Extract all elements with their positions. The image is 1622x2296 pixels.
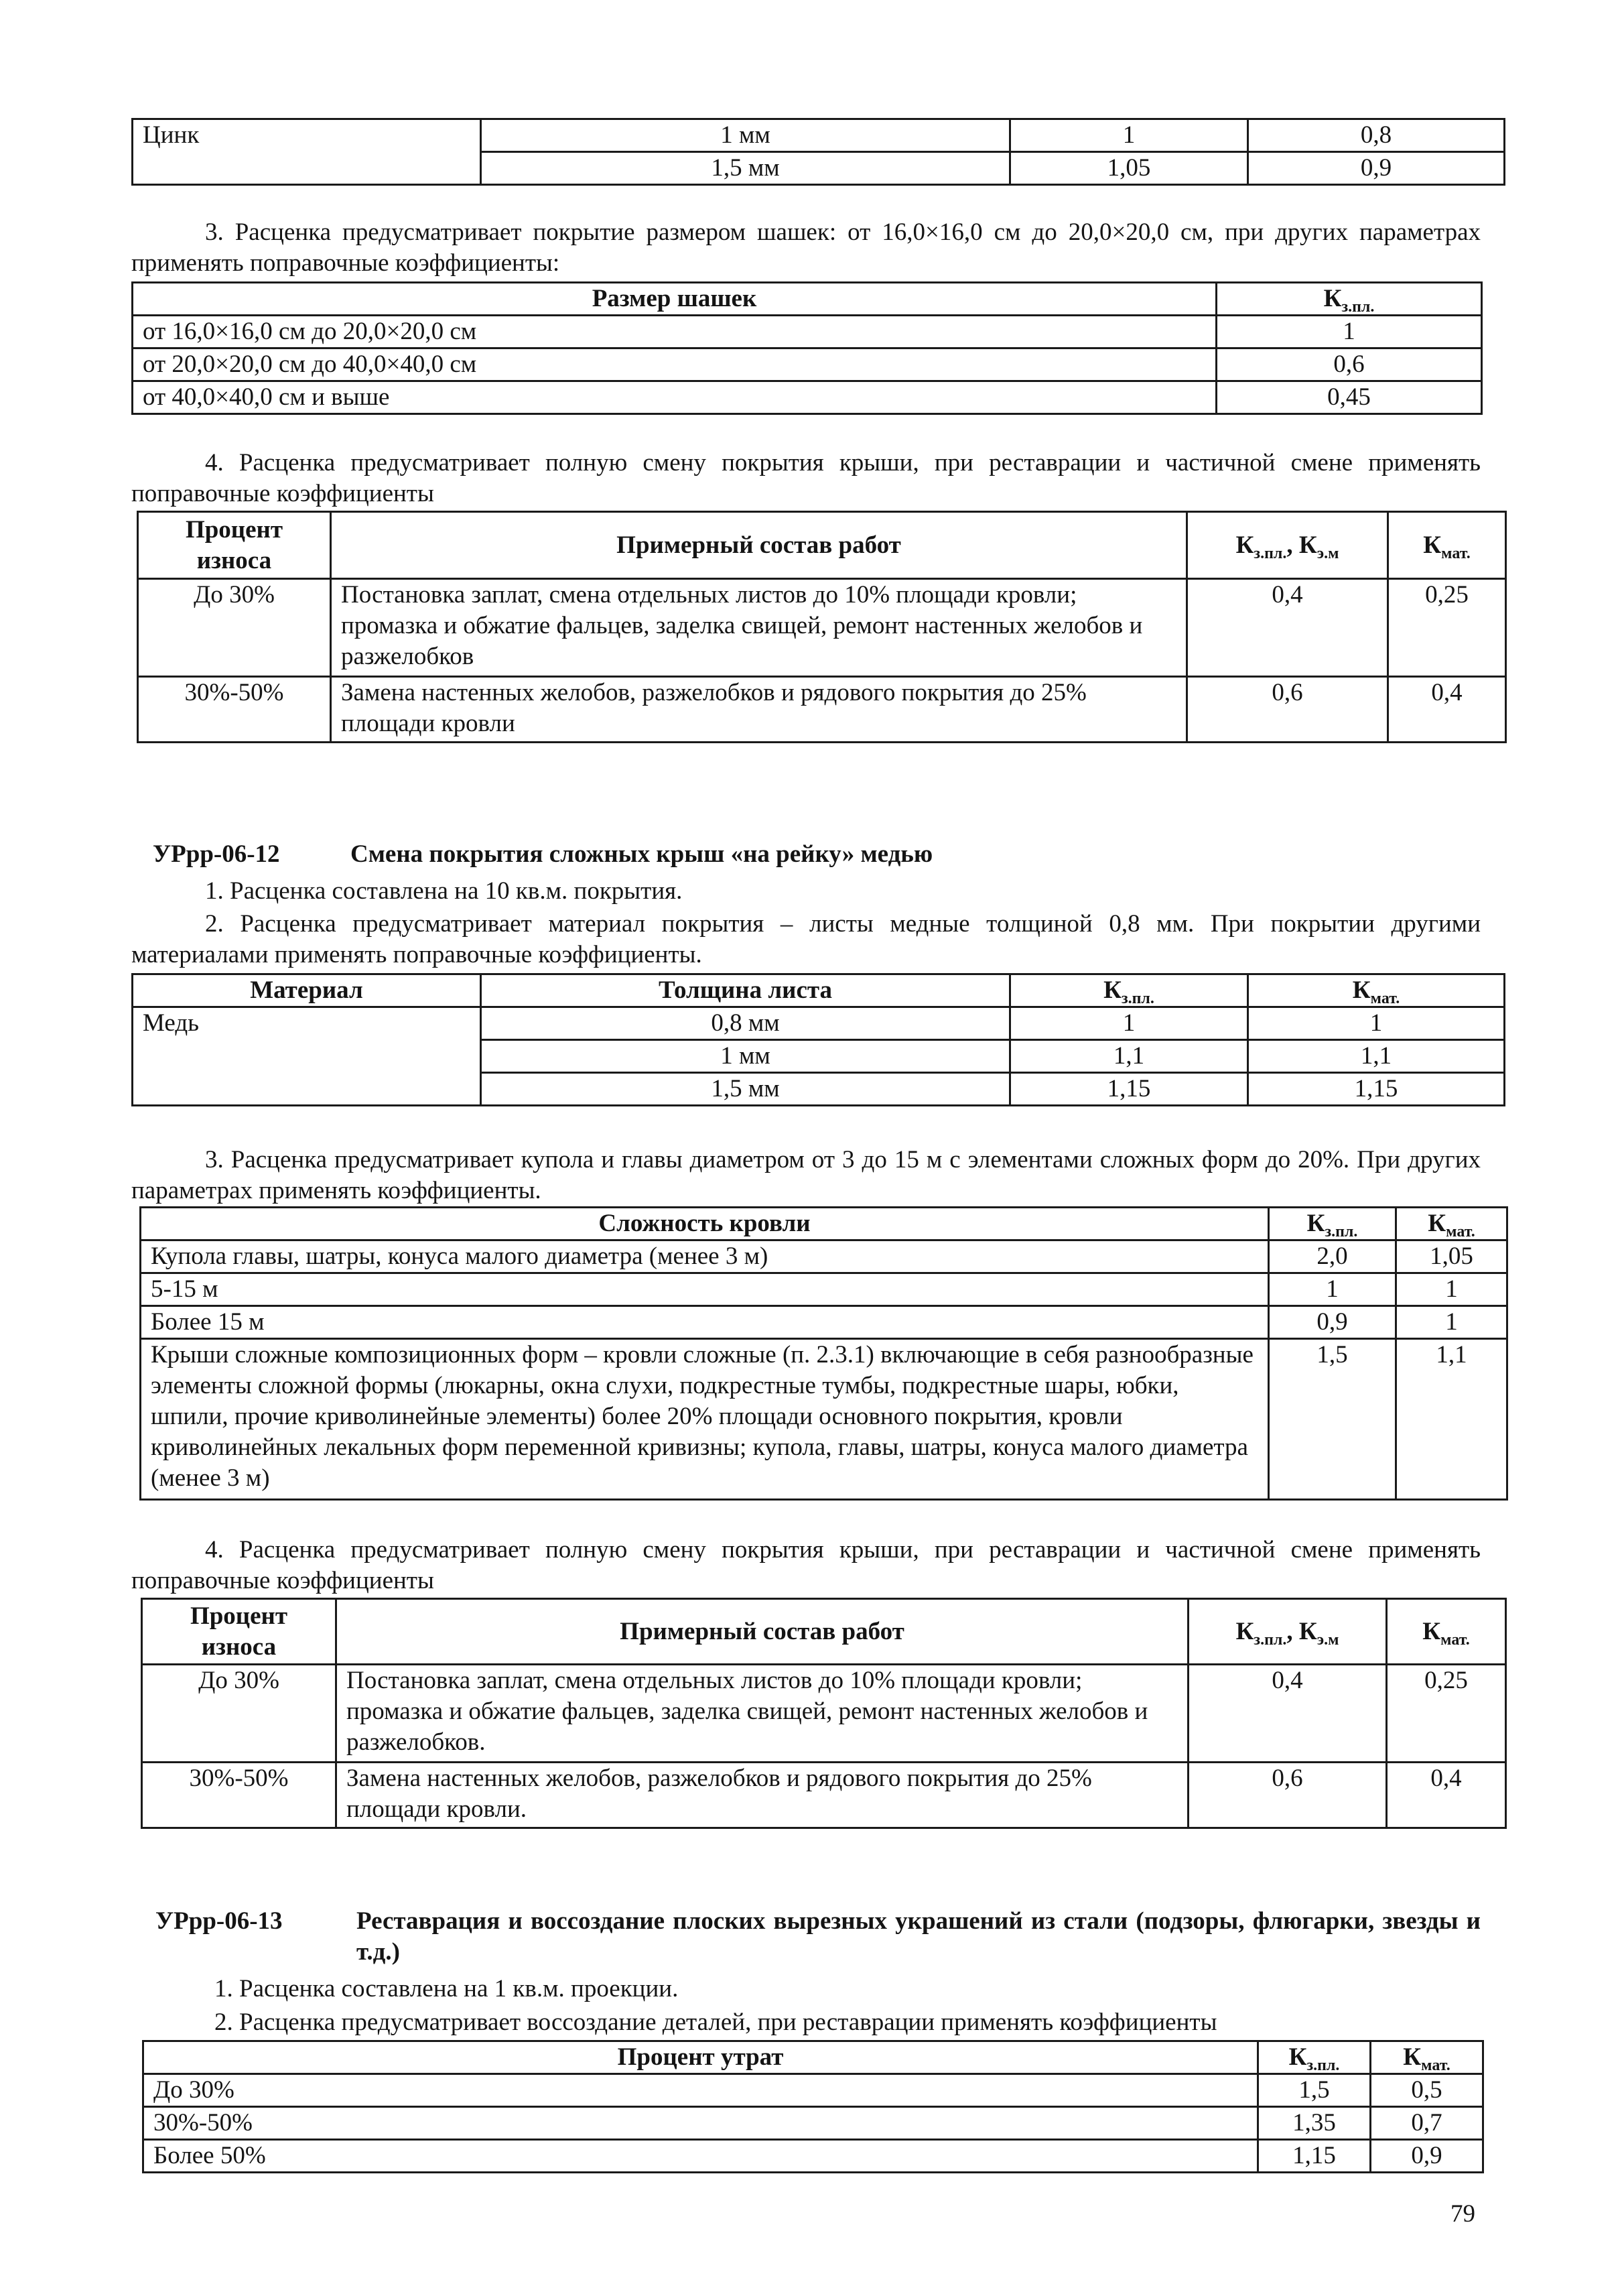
wear2-head-work: Примерный состав работ	[336, 1599, 1189, 1665]
wear2-head-percent: Процент износа	[142, 1599, 336, 1665]
wear-paragraph-1: 4. Расценка предусматривает полную смену покрытия крыши, при реставрации и частичной смене применять поправочные коэффициенты	[131, 449, 1481, 507]
wear2-percent-2: 30%-50%	[142, 1763, 336, 1828]
mat-k2-2: 1,1	[1248, 1040, 1505, 1073]
cx-k1-4: 1,5	[1269, 1339, 1396, 1500]
cx-k1-3: 0,9	[1269, 1306, 1396, 1339]
cx-k2-4: 1,1	[1396, 1339, 1507, 1500]
wear2-percent-1: До 30%	[142, 1665, 336, 1763]
cx-k2-3: 1	[1396, 1306, 1507, 1339]
mat-head-k1: $К_{з.пл.}$	[1010, 974, 1248, 1007]
s12-material-table	[131, 973, 1503, 1106]
section-12-title: Смена покрытия сложных крыш «на рейку» медью	[350, 840, 933, 868]
wear2-k2-1: 0,25	[1387, 1665, 1506, 1763]
wear2-head-k2: $К_{мат.}$	[1387, 1599, 1506, 1665]
loss-k1-2: 1,35	[1258, 2107, 1371, 2140]
wear1-work-1: Постановка заплат, смена отдельных листов до 10% площади кровли; промазка и обжатие фальцев, заделка свищей, ремонт настенных желобов и разжелобков	[331, 579, 1187, 677]
page-number: 79	[1450, 2200, 1475, 2228]
tiles-k-2: 0,6	[1217, 348, 1482, 381]
cx-desc-3: Более 15 м	[141, 1306, 1269, 1339]
zinc-kzpl-1: 1	[1010, 119, 1248, 152]
wear1-work-2: Замена настенных желобов, разжелобков и рядового покрытия до 25% площади кровли	[331, 677, 1187, 743]
tiles-k-1: 1	[1217, 316, 1482, 348]
mat-material-cell: Медь	[133, 1007, 481, 1106]
loss-percent-1: До 30%	[143, 2074, 1258, 2107]
mat-k2-1: 1	[1248, 1007, 1505, 1040]
loss-head-percent: Процент утрат	[143, 2041, 1258, 2074]
s12-item-3: 3. Расценка предусматривает купола и главы диаметром от 3 до 15 м с элементами сложных форм до 20%. При других параметрах применять коэффициенты.	[131, 1146, 1481, 1204]
wear2-head-k1: $К_{з.пл.}$, $К_{э.м}$	[1189, 1599, 1387, 1665]
tiles-size-3: от 40,0×40,0 см и выше	[133, 381, 1217, 414]
loss-head-k2: $К_{мат.}$	[1371, 2041, 1483, 2074]
cx-k2-2: 1	[1396, 1273, 1507, 1306]
s12-item-2: 2. Расценка предусматривает материал покрытия – листы медные толщиной 0,8 мм. При покрытии другими материалами применять поправочные коэффициенты.	[131, 910, 1481, 968]
s12-item-1: 1. Расценка составлена на 10 кв.м. покрытия.	[205, 877, 683, 905]
wear1-head-percent: Процент износа	[138, 512, 331, 579]
wear1-head-k2: $К_{мат.}$	[1388, 512, 1506, 579]
tiles-head-size: Размер шашек	[133, 283, 1217, 316]
s13-item-2: 2. Расценка предусматривает воссоздание деталей, при реставрации применять коэффициенты	[214, 2008, 1217, 2036]
zinc-kmat-2: 0,9	[1248, 152, 1505, 185]
wear1-k1-1: 0,4	[1187, 579, 1388, 677]
tiles-size-2: от 20,0×20,0 см до 40,0×40,0 см	[133, 348, 1217, 381]
cx-head-k2: $К_{мат.}$	[1396, 1208, 1507, 1240]
wear2-k1-1: 0,4	[1189, 1665, 1387, 1763]
mat-k1-3: 1,15	[1010, 1073, 1248, 1106]
section-13-code: УРрр-06-13	[155, 1907, 283, 1935]
section-12-code: УРрр-06-12	[153, 840, 280, 868]
cx-desc-1: Купола главы, шатры, конуса малого диаметра (менее 3 м)	[141, 1240, 1269, 1273]
mat-thickness-2: 1 мм	[481, 1040, 1010, 1073]
wear1-k2-1: 0,25	[1388, 579, 1506, 677]
wear1-head-k1: $К_{з.пл.}$, $К_{э.м}$	[1187, 512, 1388, 579]
cx-k2-1: 1,05	[1396, 1240, 1507, 1273]
section-13-title: Реставрация и воссоздание плоских вырезных украшений из стали (подзоры, флюгарки, звезды и т.д.)	[356, 1907, 1481, 1966]
loss-k1-1: 1,5	[1258, 2074, 1371, 2107]
mat-thickness-1: 0,8 мм	[481, 1007, 1010, 1040]
loss-percent-3: Более 50%	[143, 2140, 1258, 2173]
wear1-k2-2: 0,4	[1388, 677, 1506, 743]
loss-k2-2: 0,7	[1371, 2107, 1483, 2140]
loss-k1-3: 1,15	[1258, 2140, 1371, 2173]
loss-head-k1: $К_{з.пл.}$	[1258, 2041, 1371, 2074]
wear1-percent-1: До 30%	[138, 579, 331, 677]
cx-k1-2: 1	[1269, 1273, 1396, 1306]
mat-k1-1: 1	[1010, 1007, 1248, 1040]
wear2-k1-2: 0,6	[1189, 1763, 1387, 1828]
s12-wear-table	[141, 1598, 1505, 1829]
zinc-thickness-2: 1,5 мм	[481, 152, 1010, 185]
s12-complexity-table	[139, 1206, 1506, 1501]
zinc-table	[131, 118, 1503, 186]
cx-head-k1: $К_{з.пл.}$	[1269, 1208, 1396, 1240]
tiles-size-1: от 16,0×16,0 см до 20,0×20,0 см	[133, 316, 1217, 348]
wear-table-1	[137, 511, 1505, 743]
mat-thickness-3: 1,5 мм	[481, 1073, 1010, 1106]
loss-k2-3: 0,9	[1371, 2140, 1483, 2173]
tiles-table	[131, 281, 1481, 415]
cx-desc-4: Крыши сложные композиционных форм – кровли сложные (п. 2.3.1) включающие в себя разнообразные элементы сложной формы (люкарны, окна слухи, подкрестные тумбы, подкрестные шары, юбки, шпили, прочие криволинейные элементы) более 20% площади основного покрытия, кровли криволинейных лекальных форм переменной кривизны; купола, главы, шатры, конуса малого диаметра (менее 3 м)	[141, 1339, 1269, 1500]
tiles-head-k: $К_{з.пл.}$	[1217, 283, 1482, 316]
section-12-heading	[153, 839, 1481, 870]
mat-k1-2: 1,1	[1010, 1040, 1248, 1073]
cx-k1-1: 2,0	[1269, 1240, 1396, 1273]
mat-k2-3: 1,15	[1248, 1073, 1505, 1106]
s13-loss-table	[142, 2040, 1482, 2173]
zinc-kzpl-2: 1,05	[1010, 152, 1248, 185]
mat-head-k2: $К_{мат.}$	[1248, 974, 1505, 1007]
zinc-kmat-1: 0,8	[1248, 119, 1505, 152]
zinc-material-cell: Цинк	[133, 119, 481, 185]
tiles-k-3: 0,45	[1217, 381, 1482, 414]
wear1-percent-2: 30%-50%	[138, 677, 331, 743]
wear1-head-work: Примерный состав работ	[331, 512, 1187, 579]
wear1-k1-2: 0,6	[1187, 677, 1388, 743]
wear2-k2-2: 0,4	[1387, 1763, 1506, 1828]
cx-desc-2: 5-15 м	[141, 1273, 1269, 1306]
cx-head-complexity: Сложность кровли	[141, 1208, 1269, 1240]
zinc-thickness-1: 1 мм	[481, 119, 1010, 152]
loss-k2-1: 0,5	[1371, 2074, 1483, 2107]
tiles-paragraph: 3. Расценка предусматривает покрытие размером шашек: от 16,0×16,0 см до 20,0×20,0 см, при других параметрах применять поправочные коэффициенты:	[131, 218, 1481, 277]
wear2-work-1: Постановка заплат, смена отдельных листов до 10% площади кровли; промазка и обжатие фальцев, заделка свищей, ремонт настенных желобов и разжелобков.	[336, 1665, 1189, 1763]
wear2-work-2: Замена настенных желобов, разжелобков и рядового покрытия до 25% площади кровли.	[336, 1763, 1189, 1828]
s12-item-4: 4. Расценка предусматривает полную смену покрытия крыши, при реставрации и частичной смене применять поправочные коэффициенты	[131, 1536, 1481, 1594]
mat-head-material: Материал	[133, 974, 481, 1007]
s13-item-1: 1. Расценка составлена на 1 кв.м. проекции.	[214, 1975, 679, 2002]
mat-head-thickness: Толщина листа	[481, 974, 1010, 1007]
loss-percent-2: 30%-50%	[143, 2107, 1258, 2140]
section-13-heading	[155, 1906, 1481, 1968]
